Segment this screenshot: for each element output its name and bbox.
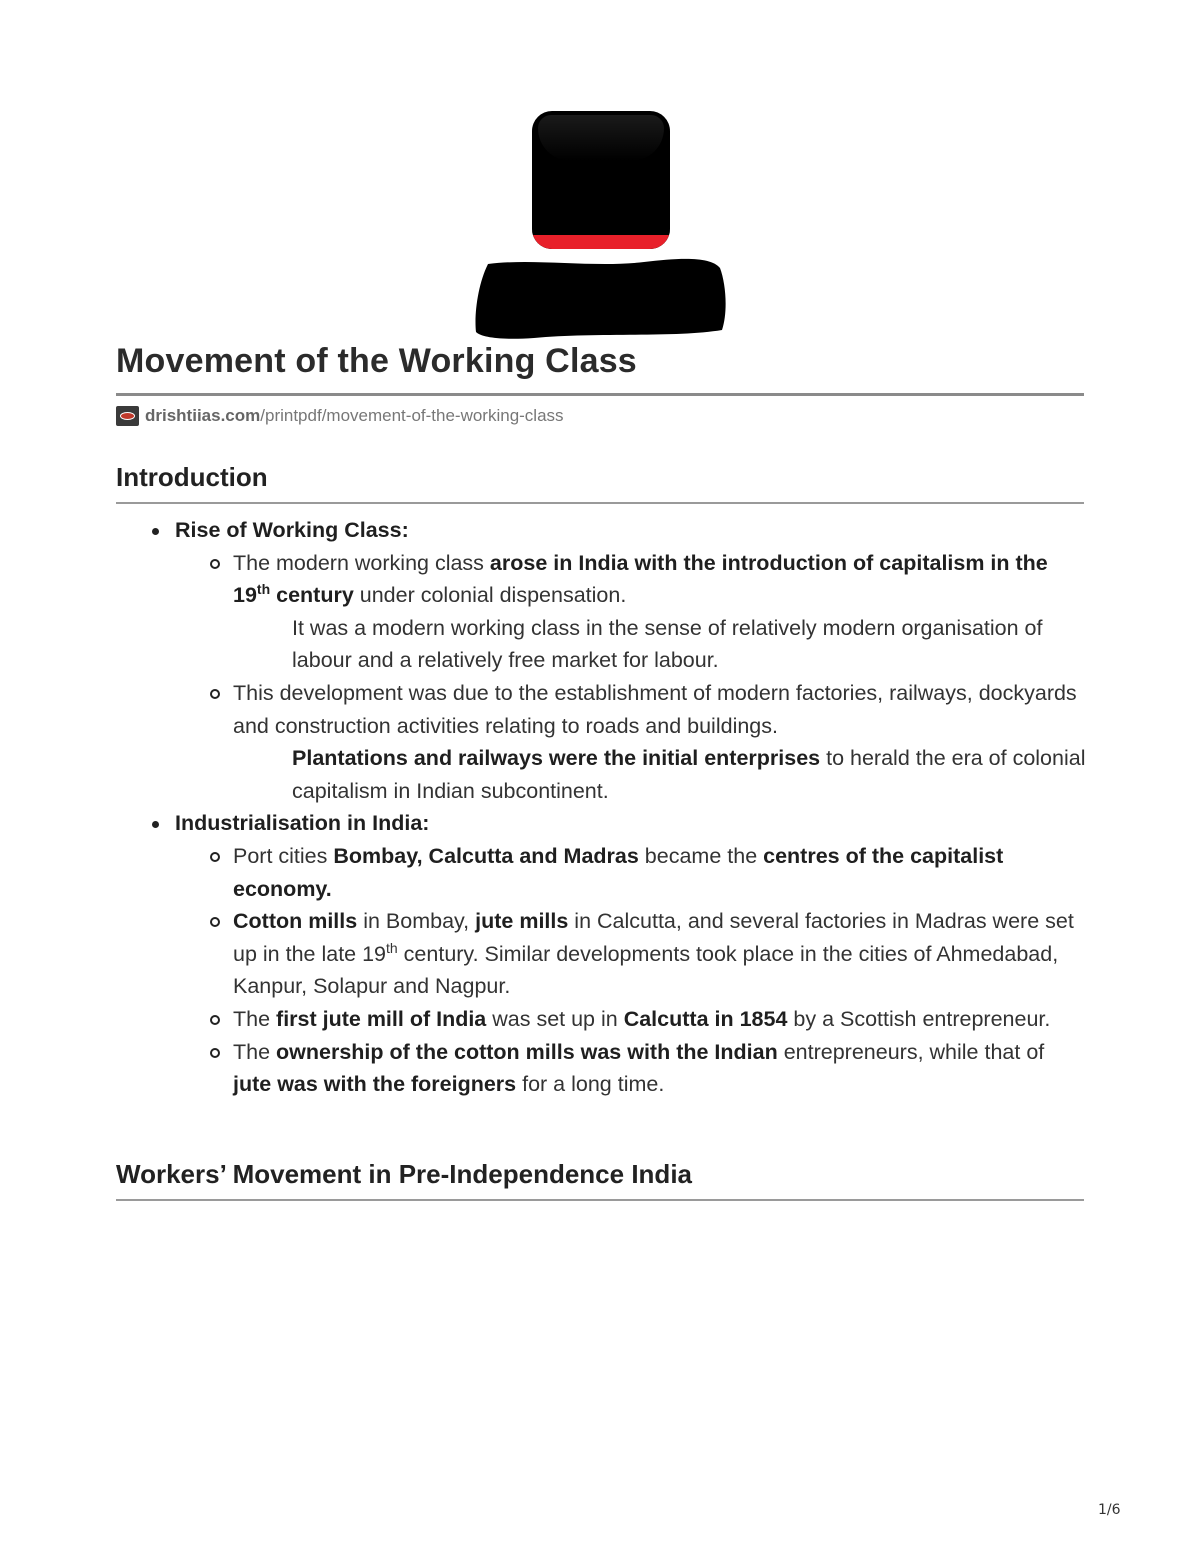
- bold-run: Bombay, Calcutta and Madras: [333, 843, 639, 868]
- text-run: by a Scottish entrepreneur.: [787, 1006, 1051, 1031]
- list-item: [116, 807, 1088, 1100]
- redaction-mark: [474, 254, 728, 340]
- sub-list-item: [175, 905, 1088, 1003]
- sub-list-item: [175, 840, 1088, 905]
- text-run: became the: [638, 843, 764, 868]
- bold-run: Plantations and railways were the initial enterprises: [292, 746, 821, 771]
- text-run: for a long time.: [516, 1072, 665, 1097]
- bold-run: first jute mill of India: [276, 1006, 487, 1031]
- page-number: 1/6: [1098, 1502, 1121, 1518]
- site-logo: [532, 111, 670, 249]
- text-run: Port cities: [233, 843, 334, 868]
- title-divider: [116, 393, 1084, 396]
- text-run: was set up in: [486, 1006, 624, 1031]
- bullet-list: [116, 514, 1088, 1101]
- sub-list-item: [175, 1036, 1088, 1101]
- logo-shine: [538, 115, 664, 161]
- source-domain: drishtiias.com: [145, 406, 261, 425]
- sub-paragraph: [233, 742, 1088, 807]
- sub-bullet-list: [175, 547, 1088, 808]
- bold-run: centres of the capitalist economy.: [233, 843, 1004, 901]
- text-run: in Bombay,: [357, 909, 476, 934]
- logo-red-band: [532, 235, 670, 249]
- sub-paragraph: It was a modern working class in the sense of relatively modern organisation of labour and a relatively free market for labour.: [292, 615, 1043, 673]
- sub-list-item: [175, 677, 1088, 807]
- section-divider: [116, 1199, 1084, 1201]
- text-run: This development was due to the establishment of modern factories, railways, dockyards and construction activities relating to roads and buildings.: [233, 680, 1077, 738]
- bold-run: jute mills: [475, 909, 569, 934]
- text-run: in Calcutta, and several factories in Madras were set up in the late 19: [233, 909, 1074, 966]
- source-path: /printpdf/movement-of-the-working-class: [260, 406, 564, 425]
- section-divider: [116, 502, 1084, 504]
- sub-list-item: [175, 1003, 1088, 1036]
- text-run: The modern working class: [233, 550, 490, 575]
- section-heading-workers-movement: Workers’ Movement in Pre-Independence India: [116, 1159, 692, 1189]
- source-link[interactable]: [116, 404, 564, 428]
- bold-run: Cotton mills: [233, 909, 358, 934]
- list-item-label: Rise of Working Class:: [175, 518, 409, 542]
- section-heading-introduction: Introduction: [116, 462, 268, 492]
- bold-run: ownership of the cotton mills was with the Indian: [276, 1039, 778, 1064]
- document-title: Movement of the Working Class: [116, 342, 637, 380]
- text-run: entrepreneurs, while that of: [777, 1039, 1045, 1064]
- sub-list-item: [175, 547, 1088, 677]
- source-site-icon: [116, 406, 139, 426]
- list-item-label: Industrialisation in India:: [175, 811, 430, 836]
- text-run: The: [233, 1039, 277, 1064]
- section-introduction-content: [116, 514, 1088, 1101]
- bold-run: century: [270, 583, 354, 608]
- superscript: th: [256, 581, 271, 598]
- superscript: th: [386, 939, 398, 956]
- sub-bullet-list: [175, 840, 1088, 1101]
- text-run: The: [233, 1006, 277, 1031]
- text-run: to herald the era of colonial capitalism in Indian subcontinent.: [292, 746, 1086, 803]
- bold-run: Calcutta in 1854: [623, 1006, 788, 1031]
- bold-run: jute was with the foreigners: [233, 1072, 517, 1097]
- text-run: century. Similar developments took place in the cities of Ahmedabad, Kanpur, Solapur and Nagpur.: [233, 941, 1059, 999]
- bold-run: arose in India with the introduction of capitalism in the 19: [233, 550, 1048, 608]
- text-run: under colonial dispensation.: [353, 583, 627, 608]
- list-item: [116, 514, 1088, 807]
